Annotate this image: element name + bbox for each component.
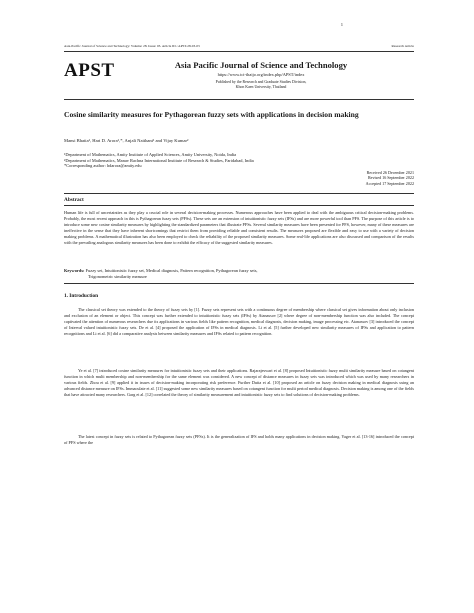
header-rule	[64, 51, 414, 52]
journal-publisher	[111, 80, 411, 90]
introduction-heading: 1. Introduction	[64, 293, 99, 299]
affiliation-1: ¹Department of Mathematics, Amity Institute of Applied Sciences, Amity University, Noida, India	[64, 152, 237, 157]
running-head-right: Research Article	[391, 44, 414, 48]
affiliation-2: ²Department of Mathematics, Manav Rachna International Institute of Research & Studies, Faridabad, India	[64, 157, 254, 163]
intro-paragraph-2: Ye et al. [7] introduced cosine similarity measures for intuitionistic fuzzy sets and their applications. Rajarajeswari et al. [8] proposed Intuitionistic fuzzy multi similarity measure based on cotangent function in which multi membership and non-membership for the same element was considered. A new concept of distance measures in fuzzy sets was introduced which was used by many researchers in various fields. Zhou et al. [9] applied it in issues of decision-making incorporating risk preference. Further Dutta et al. [10] proposed an article on fuzzy decision making in medical diagnosis using an advanced distance measure on IFSs. Immaculate et al. [11] suggested some new similarity measures based on cotangent function for multi period medical diagnosis. Decision making is among one of the fields that have attracted many researchers. Garg et al. [12] correlated the theory of similarity measurement and intuitionistic fuzzy sets to find solutions of decision-making problems.	[64, 368, 414, 398]
abstract-text: Human life is full of uncertainties as they play a crucial role in several decision-making processes. Numerous approaches have been applied to deal with the ambiguous critical decision-making problems. Probably, the most recent approach in this is Pythagorean fuzzy sets (PFSs). These sets are an extension of intuitionistic fuzzy sets (IFSs) and are more powerful tool than PFS. The purpose of this article is to introduce some new cosine similarity measures by highlighting the standardized parameters that illustrate PFSs. Several similarity measures have been presented for PFS, however, many of these measures are ineffective in the sense that they have inherent shortcomings that restrict them from providing reliable and consistent results. The measures proposed are flexible and easy to use with a variety of decision making problems. A mathematical illustration has also been employed to check the reliability of the proposed similarity measures. Some real-life applications are also discussed and comparison of the results with the prevailing analogous similarity measures has been done to exhibit the efficacy of the suggested similarity measures.	[64, 210, 414, 246]
journal-url[interactable]: https://www.tci-thaijo.org/index.php/APST/index	[217, 72, 305, 77]
abstract-top-rule	[64, 193, 414, 194]
masthead-rule	[64, 99, 414, 100]
affiliations	[64, 152, 254, 169]
journal-logo: APST	[64, 60, 115, 81]
publisher-line-1: Published by the Research and Graduate Studies Division,	[215, 80, 307, 84]
date-received: Received 26 December 2021	[366, 170, 414, 175]
keywords-rule	[64, 283, 414, 284]
date-accepted: Accepted 17 September 2022	[365, 180, 414, 186]
publisher-line-2: Khon Kaen University, Thailand	[235, 85, 287, 89]
keywords	[64, 268, 414, 280]
journal-masthead	[111, 60, 411, 90]
keywords-line-2: Trigonometric similarity measure	[88, 273, 147, 279]
keywords-line-1: Fuzzy set, Intuitionistic fuzzy set, Medical diagnosis, Pattern recognition, Pythagorean fuzzy sets,	[85, 268, 258, 273]
page-number: 1	[340, 22, 343, 27]
running-head	[64, 44, 414, 48]
article-title: Cosine similarity measures for Pythagorean fuzzy sets with applications in decision making	[64, 110, 359, 119]
abstract-heading: Abstract	[64, 197, 84, 203]
intro-paragraph-1: The classical set theory was extended to the theory of fuzzy sets by [1]. Fuzzy sets represent sets with a continuous degree of membership where classical set gives information about only inclusion and exclusion of an element or object. This concept was further extended to intuitionistic fuzzy sets (IFSs) by Atanassov [2] where degree of non-membership function was also included. The concept captivated the attention of numerous researchers due its applications in various fields like pattern recognition, medical diagnosis, decision making, image processing etc. Atanassov [3] introduced the concept of Interval valued intuitionistic fuzzy sets. De et al. [4] proposed the application of IFSs in medical diagnosis. Li et al. [5] further developed new similarity measures of IFSs and application to pattern recognitions and Li et al. [6] did a comparative analysis between similarity measures and IFSs related to pattern recognition.	[64, 307, 414, 337]
date-revised: Revised 16 September 2022	[367, 175, 414, 181]
running-head-left: Asia-Pacific Journal of Science and Technology: Volume: 28. Issue: 03. Article ID.: APST-28-03-03	[64, 44, 200, 48]
abstract-heading-rule	[64, 205, 414, 206]
article-dates	[366, 170, 414, 186]
journal-title: Asia Pacific Journal of Science and Technology	[174, 60, 348, 70]
keywords-label: Keywords:	[64, 268, 85, 273]
intro-paragraph-3: The latest concept in fuzzy sets is related to Pythagorean fuzzy sets (PFSs). It is the generalization of IFS and holds many applications in decision making. Yager et al. [13-16] introduced the concept of PFS where the	[64, 434, 414, 446]
corresponding-author: *Corresponding author: hdarora@amity.edu	[64, 163, 142, 169]
article-authors: Mansi Bhatia¹, Hari D. Arora¹,*, Anjali Naithani¹ and Vijay Kumar²	[64, 138, 189, 143]
